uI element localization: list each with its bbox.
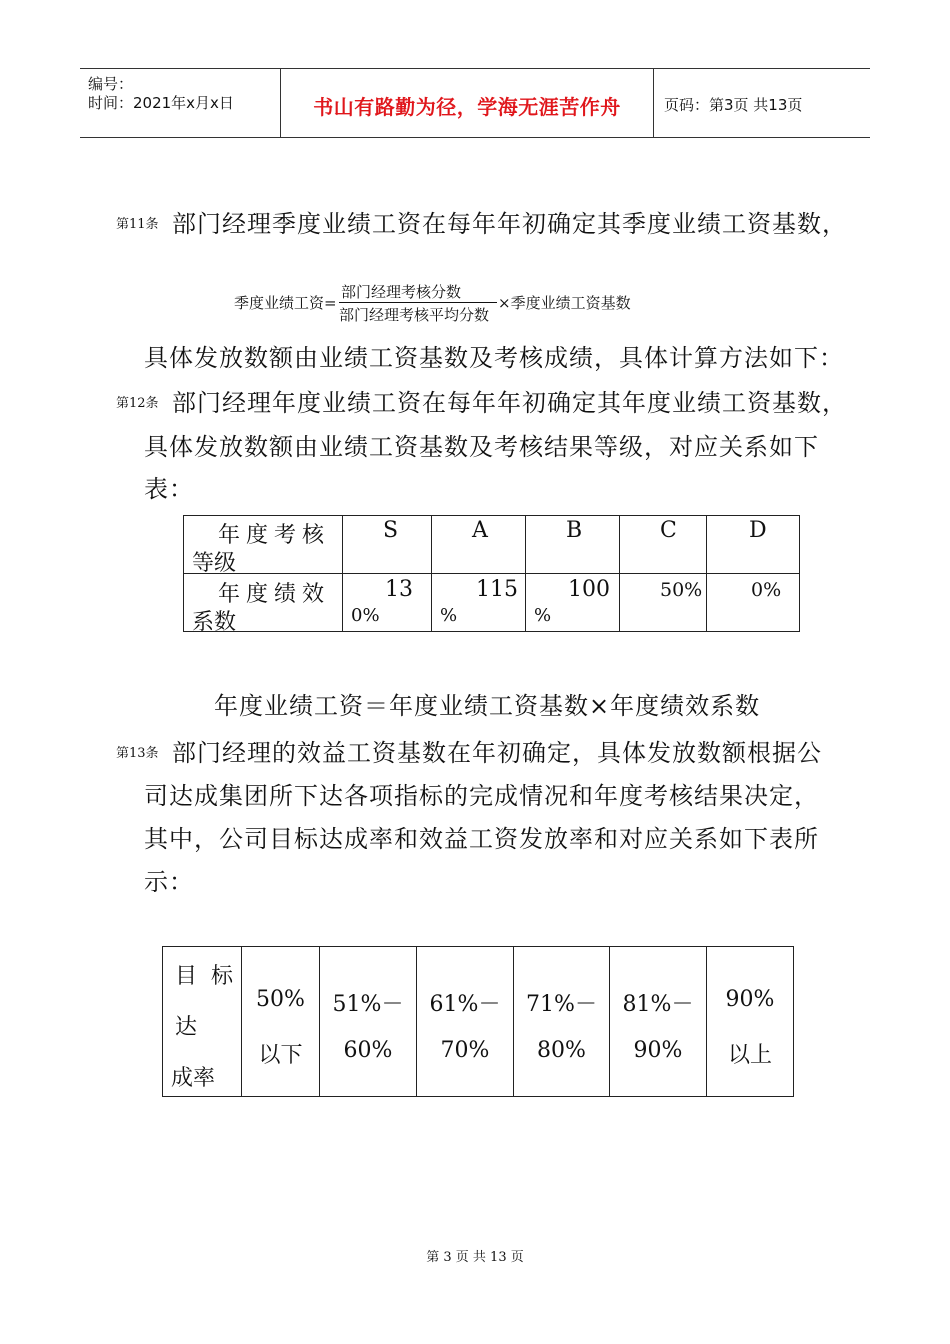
document-header <box>80 68 870 138</box>
grade-cell <box>526 516 620 574</box>
article-11-number: 第11条 <box>116 217 159 232</box>
article-13-line-2: 司达成集团所下达各项指标的完成情况和年度考核结果决定， <box>144 782 819 810</box>
rate-range-cell <box>610 947 707 1097</box>
formula-denominator: 部门经理考核平均分数 <box>339 306 490 324</box>
rate-range-line: 90% <box>633 1038 683 1063</box>
coefficient-line: % <box>440 605 458 626</box>
article-12-line-2: 具体发放数额由业绩工资基数及考核结果等级，对应关系如下 <box>144 433 819 461</box>
table-row <box>184 516 800 574</box>
time-label: 时间：2021年x月x日 <box>88 94 234 112</box>
rate-range-line: 以下 <box>258 1043 303 1068</box>
row-header-line: 年度绩效 <box>218 582 331 607</box>
coefficient-line: 100 <box>568 577 610 602</box>
grade-cell <box>343 516 432 574</box>
coefficient-line: 0% <box>751 579 782 601</box>
coefficient-line: 50% <box>660 579 703 601</box>
rate-range-cell <box>514 947 610 1097</box>
rate-range-line: 以上 <box>727 1043 772 1068</box>
rate-range-line: 80% <box>537 1038 586 1063</box>
grade-cell <box>707 516 800 574</box>
article-12-line-3: 表： <box>144 475 194 503</box>
rate-range-cell <box>417 947 514 1097</box>
article-13-line-4: 示： <box>144 868 194 896</box>
rate-header-line: 达 <box>175 1015 198 1040</box>
grade-label: S <box>383 518 399 543</box>
rate-range-line: 70% <box>440 1038 490 1063</box>
rate-range-line: 50% <box>256 987 305 1012</box>
page-code: 页码：第3页 共13页 <box>664 96 803 114</box>
header-page-cell <box>654 69 870 137</box>
grade-label: B <box>566 518 583 543</box>
rate-header-cell <box>163 947 242 1097</box>
coefficient-cell <box>343 574 432 632</box>
rate-range-line: 60% <box>343 1038 393 1063</box>
coefficient-cell <box>526 574 620 632</box>
formula-numerator: 部门经理考核分数 <box>341 283 462 301</box>
article-13-number: 第13条 <box>116 746 159 761</box>
coefficient-cell <box>707 574 800 632</box>
rate-range-cell <box>707 947 794 1097</box>
article-13-line-1: 部门经理的效益工资基数在年初确定，具体发放数额根据公 <box>172 739 822 767</box>
row-header-line: 等级 <box>192 551 237 576</box>
article-13-line-3: 其中，公司目标达成率和效益工资发放率和对应关系如下表所 <box>144 825 819 853</box>
coefficient-line: 0% <box>351 605 380 626</box>
row-header-line: 年度考核 <box>218 523 331 548</box>
rate-range-cell <box>320 947 417 1097</box>
table-row <box>163 947 794 1097</box>
motto: 书山有路勤为径，学海无涯苦作舟 <box>313 95 621 119</box>
article-11-text: 部门经理季度业绩工资在每年年初确定其季度业绩工资基数， <box>172 210 847 238</box>
page-footer: 第 3 页 共 13 页 <box>426 1250 524 1265</box>
article-12-number: 第12条 <box>116 396 159 411</box>
annual-grade-table <box>183 515 800 635</box>
coefficient-line: % <box>534 605 552 626</box>
rate-range-cell <box>242 947 320 1097</box>
grade-cell <box>620 516 707 574</box>
row-header-coefficient <box>184 574 343 635</box>
formula-lhs: 季度业绩工资= <box>234 294 337 312</box>
coefficient-cell <box>432 574 526 632</box>
formula-rhs: ×季度业绩工资基数 <box>498 294 631 312</box>
serial-label: 编号： <box>88 75 134 93</box>
rate-range-line: 71%－ <box>526 992 597 1017</box>
coefficient-line: 13 <box>385 577 413 602</box>
table-row <box>184 574 800 632</box>
rate-range-line: 81%－ <box>622 992 694 1017</box>
rate-range-line: 61%－ <box>429 992 501 1017</box>
coefficient-cell <box>620 574 707 632</box>
rate-header-line: 目 标 <box>175 964 233 989</box>
annual-formula: 年度业绩工资＝年度业绩工资基数×年度绩效系数 <box>214 692 761 720</box>
header-meta <box>80 69 281 137</box>
article-12-line-1: 部门经理年度业绩工资在每年年初确定其年度业绩工资基数， <box>172 389 847 417</box>
grade-label: A <box>472 518 488 543</box>
fraction-bar <box>339 302 497 303</box>
target-rate-table <box>162 946 794 1097</box>
header-motto-cell <box>281 69 654 137</box>
rate-range-line: 90% <box>725 987 775 1012</box>
rate-range-line: 51%－ <box>332 992 404 1017</box>
grade-label: D <box>749 518 767 543</box>
quarterly-formula <box>234 283 654 323</box>
rate-header-line: 成率 <box>171 1066 216 1091</box>
article-11-continuation: 具体发放数额由业绩工资基数及考核成绩，具体计算方法如下： <box>144 344 844 372</box>
grade-cell <box>432 516 526 574</box>
row-header-line: 系数 <box>192 610 237 635</box>
grade-label: C <box>660 518 677 543</box>
row-header-grade <box>184 516 343 574</box>
coefficient-line: 115 <box>476 577 518 602</box>
